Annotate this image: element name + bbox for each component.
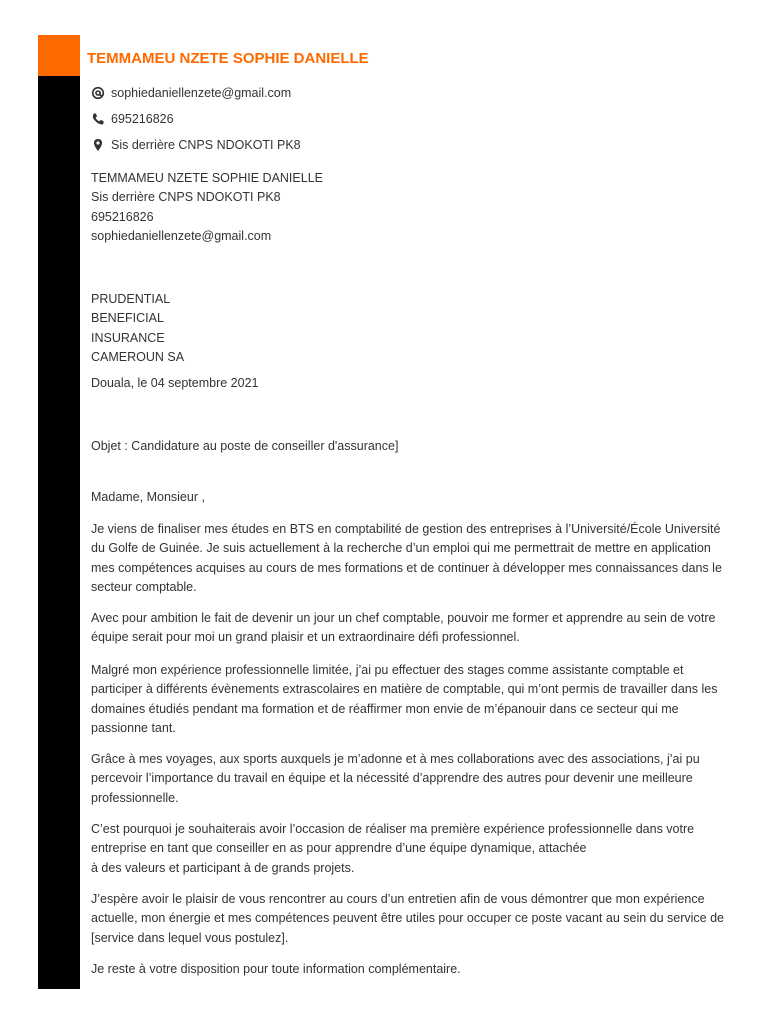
recipient-line: CAMEROUN SA (91, 349, 185, 364)
body-paragraph-1: Je viens de finaliser mes études en BTS en comptabilité de gestion des entreprises à l’Université/École Université du Golfe de Guinée. Je suis actuellement à la recherche d’un emploi qui me permettrait de mettre en application mes compétences acquises au cours de mes formations et de continuer à développer mes connaissances dans le secteur comptable. (91, 522, 722, 594)
body-paragraph-5-part-2: à des valeurs et participant à de grands projets. (91, 860, 355, 875)
body-paragraph-2: Avec pour ambition le fait de devenir un jour un chef comptable, pouvoir me former et apprendre au sein de votre équipe serait pour moi un grand plaisir et un extraordinaire défi professionnel. (91, 611, 716, 645)
body-paragraph-7: Je reste à votre disposition pour toute information complémentaire. (91, 962, 461, 976)
header-email: sophiedaniellenzete@gmail.com (111, 86, 292, 100)
recipient-line: INSURANCE (91, 330, 165, 345)
sender-name: TEMMAMEU NZETE SOPHIE DANIELLE (91, 171, 323, 185)
body-paragraph-4: Grâce à mes voyages, aux sports auxquels je m’adonne et à mes collaborations avec des associations, j’ai pu percevoir l’importance du travail en équipe et la nécessité d’apprendre des autres pour devenir une meilleure professionnelle. (91, 752, 700, 805)
header-address-row (91, 136, 301, 154)
at-sign-icon (91, 86, 105, 100)
header-phone: 695216826 (111, 112, 174, 126)
sender-block (91, 169, 323, 246)
letter-salutation: Madame, Monsieur , (91, 490, 205, 504)
body-paragraph-3: Malgré mon expérience professionnelle limitée, j’ai pu effectuer des stages comme assistante comptable et participer à différents évènements extrascolaires en matière de comptable, qui m’ont permis de travailler dans les domaines étudiés pendant ma formation et de réaffirmer mon envie de m’épanouir dans ce secteur qui me passionne tant. (91, 663, 718, 735)
recipient-line: BENEFICIAL (91, 311, 164, 326)
sender-address: Sis derrière CNPS NDOKOTI PK8 (91, 190, 281, 205)
header-name: TEMMAMEU NZETE SOPHIE DANIELLE (87, 50, 369, 67)
phone-icon (91, 112, 105, 126)
sender-phone: 695216826 (91, 209, 154, 224)
sidebar-orange-accent (38, 35, 80, 76)
header-phone-row (91, 110, 174, 128)
body-paragraph-6: J’espère avoir le plaisir de vous rencontrer au cours d’un entretien afin de vous démontrer que mon expérience actuelle, mon énergie et mes compétences peuvent être utiles pour occuper ce poste vacant au sein du service de [service dans lequel vous postulez]. (91, 892, 725, 945)
header-address: Sis derrière CNPS NDOKOTI PK8 (111, 138, 301, 152)
body-paragraph-5-part-1: C’est pourquoi je souhaiterais avoir l’occasion de réaliser ma première expérience professionnelle dans votre entreprise en tant que conseiller en as pour apprendre d’une équipe dynamique, attachée (91, 822, 695, 856)
header-email-row (91, 84, 291, 102)
recipient-block (91, 290, 184, 367)
location-pin-icon (91, 138, 105, 152)
letter-subject: Objet : Candidature au poste de conseiller d'assurance] (91, 439, 399, 453)
sidebar-black-stripe (38, 35, 80, 989)
body-paragraph-5 (91, 820, 731, 878)
recipient-line: PRUDENTIAL (91, 292, 171, 306)
letter-date: Douala, le 04 septembre 2021 (91, 376, 259, 390)
sender-email: sophiedaniellenzete@gmail.com (91, 228, 272, 243)
